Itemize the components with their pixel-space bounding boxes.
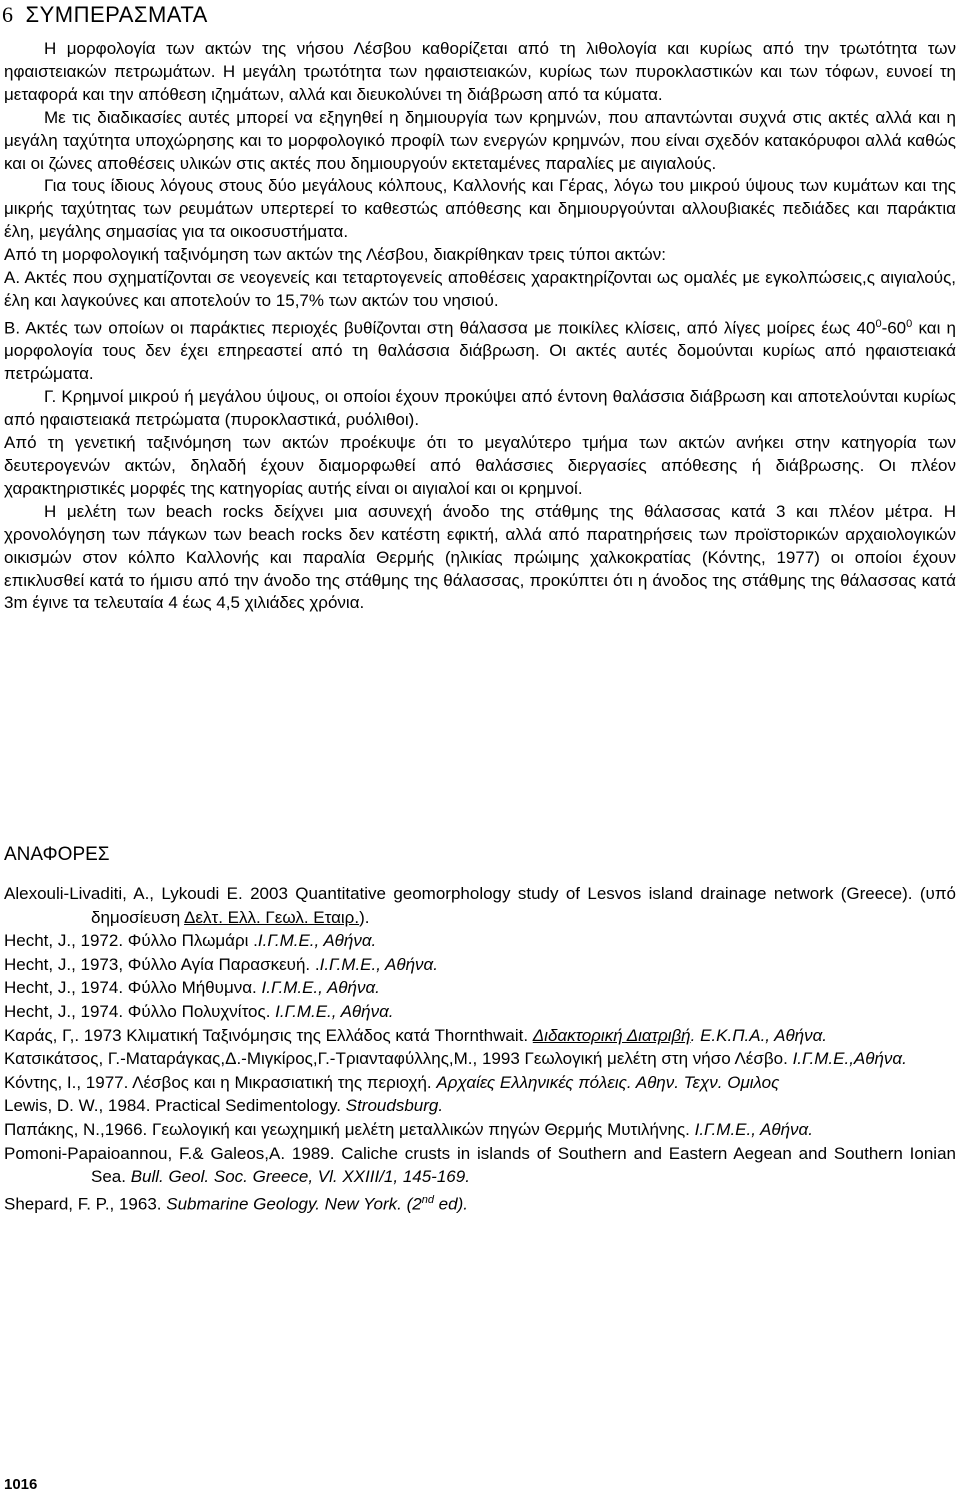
paragraph-8: Από τη γενετική ταξινόμηση των ακτών προέκυψε ότι το μεγαλύτερο τμήμα των ακτών ανήκει στην κατηγορία των δευτερογενών ακτών, δηλαδή έχουν διαμορφωθεί από θαλάσσιες διεργασίες απόθεσης ή διάβρωσης. Οι πλέον χαρακτηριστικές μορφές της κατηγορίας αυτής είναι οι αιγιαλοί και οι κρημνοί. [4, 433, 956, 498]
ref-text: Hecht, J., 1974. Φύλλο Μήθυμνα. [4, 978, 262, 998]
ref-text: Shepard, F. P., 1963. [4, 1194, 167, 1214]
ref-text: Κόντης, Ι., 1977. Λέσβος και η Μικρασιατική της περιοχή. [4, 1072, 437, 1092]
ref-source: Ι.Γ.Μ.Ε., Αθήνα. [694, 1119, 813, 1139]
section-title: ΣΥΜΠΕΡΑΣΜΑΤΑ [25, 2, 208, 27]
degree-superscript: 0 [906, 317, 913, 330]
ref-source: Ι.Γ.Μ.Ε.,Αθήνα. [792, 1049, 907, 1069]
reference-item [4, 1189, 956, 1216]
reference-item [4, 1142, 956, 1189]
ref-text: ). [359, 907, 370, 927]
paragraph-type-a: Α. Ακτές που σχηματίζονται σε νεογενείς και τεταρτογενείς αποθέσεις χαρακτηρίζονται ως ομαλές με εγκολπώσεις,ς αιγιαλούς, έλη και λαγκούνες και αποτελούν το 15,7% των ακτών του νησιού. [4, 268, 956, 310]
reference-item [4, 882, 956, 929]
ref-source: Bull. Geol. Soc. Greece, Vl. XXIII/1, 145-169. [130, 1167, 470, 1187]
reference-item [4, 1047, 956, 1071]
type-b-text-1: Β. Ακτές των οποίων οι παράκτιες περιοχές βυθίζονται στη θάλασσα με ποικίλες κλίσεις, από λίγες μοίρες έως 40 [4, 318, 876, 338]
ref-text: Καράς, Γ,. 1973 Κλιματική Ταξινόμησις της Ελλάδος κατά Thornthwait. [4, 1025, 533, 1045]
ref-source: Ι.Γ.Μ.Ε., Αθήνα. [257, 931, 377, 951]
reference-item [4, 1000, 956, 1024]
ref-text: Παπάκης, Ν.,1966. Γεωλογική και γεωχημική μελέτη μεταλλικών πηγών Θερμής Μυτιλήνης. [4, 1119, 695, 1139]
ref-source: Ι.Γ.Μ.Ε., Αθήνα. [261, 978, 380, 998]
ref-text: Κατσικάτσος, Γ.-Ματαράγκας,Δ.-Μιγκίρος,Γ.-Τριανταφύλλης,Μ., 1993 Γεωλογική μελέτη στη νήσο Λέσβο. [4, 1049, 793, 1069]
section-heading [2, 0, 208, 30]
reference-item [4, 1094, 956, 1118]
reference-item [4, 1118, 956, 1142]
paragraph-9: Η μελέτη των beach rocks δείχνει μια ασυνεχή άνοδο της στάθμης της θάλασσας κατά 3 και πλέον μέτρα. Η χρονολόγηση των πάγκων των beach rocks δεν κατέστη εφικτή, αλλά από παρατηρήσεις των προϊστορικών αρχαιολογικών οικισμών στον κόλπο Καλλονής και παραλία Θερμής (ηλικίας πρώιμης χαλκοκρατίας (Κόντης, 1977) οι οποίοι έχουν επικλυσθεί κατά το ήμισυ από την άνοδο της στάθμης της θάλασσας, προκύπτει ότι η άνοδος της στάθμης της θάλασσας κατά 3m έγινε τα τελευταία 4 έως 4,5 χιλιάδες χρόνια. [4, 501, 956, 613]
paragraph-2: Με τις διαδικασίες αυτές μπορεί να εξηγηθεί η δημιουργία των κρημνών, που απαντώνται συχνά στις ακτές αλλά και η μεγάλη ταχύτητα υποχώρησης και το μορφολογικό προφίλ των ενεργών κρημνών, που είναι σχεδόν κατακόρυφοι αλλά καθώς και οι ζώνες αποθέσεις υλικών στις ακτές που δημιουργούν εκτεταμένες παραλίες με αιγιαλούς. [4, 107, 956, 173]
ref-source: Submarine Geology. New York. (2 [166, 1194, 422, 1214]
type-b-text-2: -60 [881, 318, 907, 338]
ref-text: Alexouli-Livaditi, A., Lykoudi E. 2003 Quantitative geomorphology study of Lesvos island drainage network (Greece). (υπό δημοσίευση [4, 884, 956, 927]
type-b-text-3: και η μορφολογία τους δεν έχει επηρεαστεί από τη θαλάσσια διάβρωση. Οι ακτές αυτές δομούνται κυρίως από ηφαιστειακά πετρώματα. [4, 318, 956, 384]
ref-source: Ι.Γ.Μ.Ε., Αθήνα. [275, 1001, 394, 1021]
ref-source: Ι.Γ.Μ.Ε., Αθήνα. [319, 954, 438, 974]
reference-item [4, 976, 956, 1000]
page-number: 1016 [4, 1476, 38, 1493]
paragraph-4: Από τη μορφολογική ταξινόμηση των ακτών της Λέσβου, διακρίθηκαν τρεις τύποι ακτών: [4, 245, 666, 265]
ref-source: Δελτ. Ελλ. Γεωλ. Εταιρ. [184, 907, 360, 927]
reference-item [4, 953, 956, 977]
reference-item [4, 1071, 956, 1095]
ref-text: Hecht, J., 1974. Φύλλο Πολυχνίτος. [4, 1001, 276, 1021]
reference-item [4, 929, 956, 953]
ref-text: . Ε.Κ.Π.Α., Αθήνα. [690, 1025, 828, 1045]
section-number: 6 [2, 2, 14, 27]
paragraph-type-c: Γ. Κρημνοί μικρού ή μεγάλου ύψους, οι οποίοι έχουν προκύψει από έντονη θαλάσσια διάβρωση και αποτελούνται κυρίως από ηφαιστειακά πετρώματα (πυροκλαστικά, ρυόλιθοι). [4, 387, 956, 430]
ref-text: Pomoni-Papaioannou, F.& Galeos,A. 1989. Caliche crusts in islands of Southern and Eastern Aegean and Southern Ionian Sea. [4, 1143, 956, 1187]
references-heading: ΑΝΑΦΟΡΕΣ [4, 844, 110, 865]
conclusions-body [4, 38, 956, 615]
degree-superscript: 0 [875, 317, 882, 330]
ref-text: Hecht, J., 1972. Φύλλο Πλωμάρι . [4, 931, 258, 951]
ref-text: ed). [433, 1194, 468, 1214]
ref-text: Hecht, J., 1973, Φύλλο Αγία Παρασκευή. . [4, 954, 320, 974]
ref-source: Διδακτορική Διατριβή [532, 1025, 691, 1045]
paragraph-type-b [4, 313, 956, 386]
paragraph-1: Η μορφολογία των ακτών της νήσου Λέσβου καθορίζεται από τη λιθολογία και κυρίως από την τρωτότητα των ηφαιστειακών πετρωμάτων. Η μεγάλη τρωτότητα των ηφαιστειακών, κυρίως των πυροκλαστικών και των τόφων, ευνοεί τη μεταφορά και την απόθεση ιζημάτων, αλλά και διευκολύνει τη διάβρωση από τα κύματα. [4, 39, 956, 104]
paragraph-3: Για τους ίδιους λόγους στους δύο μεγάλους κόλπους, Καλλονής και Γέρας, λόγω του μικρού ύψους των κυμάτων και της μικρής ταχύτητας των ρευμάτων υπερτερεί το καθεστώς απόθεσης και δημιουργούνται αλλουβιακές πεδιάδες και παράκτια έλη, μεγάλης σημασίας για τα οικοσυστήματα. [4, 176, 956, 242]
reference-item [4, 1024, 956, 1048]
ref-source: Stroudsburg. [345, 1096, 444, 1116]
ref-source: Αρχαίες Ελληνικές πόλεις. Αθην. Τεχν. Ομιλος [436, 1072, 780, 1092]
ref-superscript: nd [421, 1193, 434, 1206]
ref-text: Lewis, D. W., 1984. Practical Sedimentology. [4, 1096, 346, 1116]
references-list [4, 882, 956, 1216]
